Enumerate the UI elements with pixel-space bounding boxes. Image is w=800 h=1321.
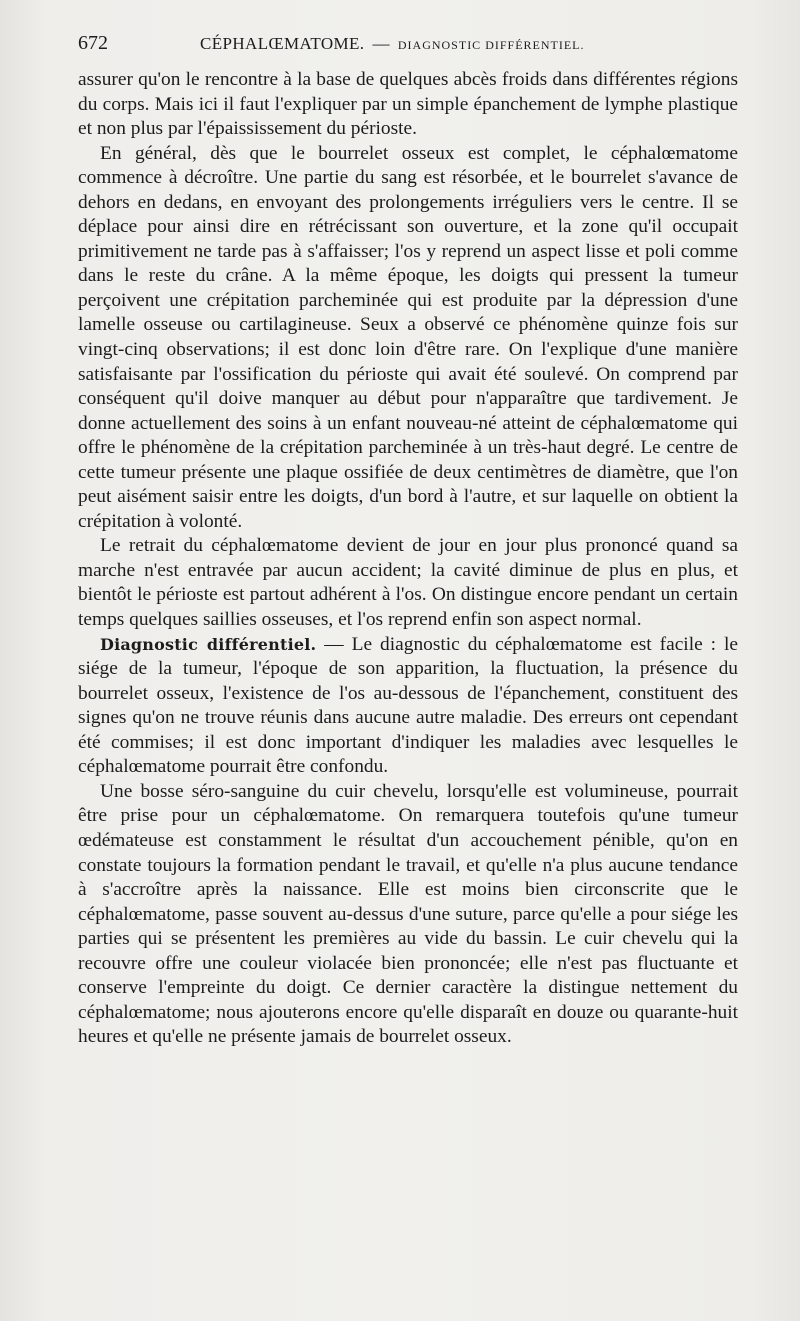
paragraph-decroissance: En général, dès que le bourrelet osseux est complet, le céphalœmatome commence à décroître. Une partie du sang est résorbée, et le bourrelet s'avance de dehors en dedans, en envoyant des prolongements irréguliers vers le centre. Il se déplace pour ainsi dire en rétrécissant son ouverture, et la zone qu'il occupait primitivement ne tarde pas à s'affaisser; l'os y reprend un aspect lisse et poli comme dans le reste du crâne. A la même époque, les doigts qui pressent la tumeur perçoivent une crépitation parcheminée qui est produite par la dépression d'une lamelle osseuse ou cartilagineuse. Seux a observé ce phénomène quinze fois sur vingt-cinq observations; il est donc loin d'être rare. On l'explique d'une manière satisfaisante par l'ossification du périoste qui avait été soulevé. On comprend par conséquent qu'il doive manquer au début pour n'apparaître que tardivement. Je donne actuellement des soins à un enfant nouveau-né atteint de céphalœmatome qui offre le phénomène de la crépitation parcheminée à un très-haut degré. Le centre de cette tumeur présente une plaque ossifiée de deux centimètres de diamètre, que l'on peut aisément saisir entre les doigts, d'un bord à l'autre, et sur laquelle on obtient la crépitation à volonté. (78, 142, 738, 532)
diagnostic-text: Le diagnostic du céphalœmatome est facile : le siége de la tumeur, l'époque de son apparition, la fluctuation, la présence du bourrelet osseux, l'existence de l'os au-dessous de l'épanchement, constituent des signes qu'on ne trouve réunis dans aucune autre maladie. Des erreurs ont cependant été commises; il est donc important d'indiquer les maladies avec lesquelles le céphalœmatome pourrait être confondu. (78, 633, 739, 778)
paragraph-bosse-sero-sanguine: Une bosse séro-sanguine du cuir chevelu, lorsqu'elle est volumineuse, pourrait être prise pour un céphalœmatome. On remarquera toutefois qu'une tumeur œdémateuse est constamment le résultat d'un accouchement pénible, qu'on en constate toujours la formation pendant le travail, et qu'elle n'a plus aucune tendance à s'accroître après la naissance. Elle est moins bien circonscrite que le céphalœmatome, passe souvent au-dessus d'une suture, parce qu'elle a pour siége les parties qui se présentent les premières au vide du bassin. Le cuir chevelu qui la recouvre offre une couleur violacée bien prononcée; elle n'est pas fluctuante et conserve l'empreinte du doigt. Ce dernier caractère la distingue nettement du céphalœmatome; nous ajouterons encore qu'elle disparaît en douze ou quarante-huit heures et qu'elle ne présente jamais de bourrelet osseux. (78, 780, 738, 1048)
paragraph-retrait: Le retrait du céphalœmatome devient de jour en jour plus prononcé quand sa marche n'est entravée par aucun accident; la cavité diminue de plus en plus, et bientôt le périoste est partout adhérent à l'os. On distingue encore pendant un certain temps quelques saillies osseuses, et l'os reprend enfin son aspect normal. (78, 535, 738, 631)
page-number: 672 (78, 32, 108, 54)
section-heading: Diagnostic différentiel. (100, 634, 317, 654)
paragraph-diagnostic (78, 633, 738, 780)
running-title (200, 34, 585, 54)
title-separator: — (372, 34, 390, 53)
body-text (78, 68, 738, 1050)
paragraph-continuation: assurer qu'on le rencontre à la base de quelques abcès froids dans différentes régions du corps. Mais ici il faut l'expliquer par un simple épanchement de lymphe plastique et non plus par l'épaississement du périoste. (78, 69, 738, 140)
section-subtitle: DIAGNOSTIC DIFFÉRENTIEL. (397, 38, 585, 52)
running-header (78, 32, 738, 62)
chapter-title: CÉPHALŒMATOME. (200, 34, 365, 53)
section-dash: — (324, 633, 344, 655)
